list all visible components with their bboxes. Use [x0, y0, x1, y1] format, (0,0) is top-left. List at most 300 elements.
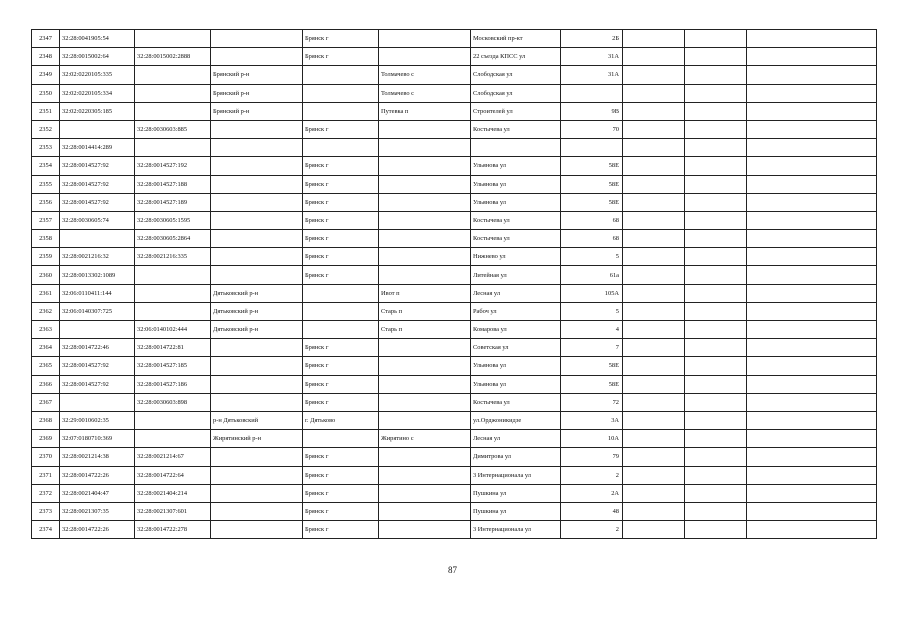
city-cell: [303, 139, 379, 157]
district-cell: [211, 357, 303, 375]
extra-cell-3: [747, 120, 877, 138]
house-number-cell: 9В: [561, 102, 623, 120]
extra-cell-2: [685, 321, 747, 339]
parent-cadastral-cell: [135, 66, 211, 84]
house-number-cell: 3А: [561, 411, 623, 429]
parent-cadastral-cell: 32:28:0021307:601: [135, 502, 211, 520]
cadastral-number-cell: 32:28:0014722:26: [60, 521, 135, 539]
house-number-cell: 70: [561, 120, 623, 138]
extra-cell-3: [747, 302, 877, 320]
settlement-cell: [379, 484, 471, 502]
extra-cell-1: [623, 120, 685, 138]
city-cell: Брянск г: [303, 193, 379, 211]
cadastral-number-cell: 32:28:0014527:92: [60, 375, 135, 393]
street-cell: Лесная ул: [471, 284, 561, 302]
city-cell: Брянск г: [303, 248, 379, 266]
extra-cell-1: [623, 430, 685, 448]
extra-cell-2: [685, 175, 747, 193]
street-cell: Ульянова ул: [471, 175, 561, 193]
extra-cell-1: [623, 30, 685, 48]
settlement-cell: [379, 248, 471, 266]
parent-cadastral-cell: [135, 84, 211, 102]
district-cell: [211, 30, 303, 48]
settlement-cell: Путевка п: [379, 102, 471, 120]
street-cell: Ульянова ул: [471, 357, 561, 375]
row-number-cell: 2349: [32, 66, 60, 84]
street-cell: Слободская ул: [471, 66, 561, 84]
house-number-cell: 10А: [561, 430, 623, 448]
extra-cell-1: [623, 302, 685, 320]
extra-cell-2: [685, 248, 747, 266]
settlement-cell: [379, 393, 471, 411]
parent-cadastral-cell: 32:28:0030603:898: [135, 393, 211, 411]
extra-cell-2: [685, 466, 747, 484]
cadastral-number-cell: 32:28:0021216:32: [60, 248, 135, 266]
house-number-cell: 105А: [561, 284, 623, 302]
cadastral-number-cell: 32:02:0220105:334: [60, 84, 135, 102]
parent-cadastral-cell: [135, 284, 211, 302]
city-cell: г. Дятьково: [303, 411, 379, 429]
street-cell: Комарова ул: [471, 321, 561, 339]
house-number-cell: 48: [561, 502, 623, 520]
settlement-cell: [379, 411, 471, 429]
parent-cadastral-cell: [135, 411, 211, 429]
extra-cell-2: [685, 502, 747, 520]
table-row: [32, 266, 877, 284]
street-cell: Ульянова ул: [471, 157, 561, 175]
extra-cell-2: [685, 48, 747, 66]
property-register-table: [31, 29, 877, 539]
extra-cell-2: [685, 411, 747, 429]
street-cell: ул.Орджоникидзе: [471, 411, 561, 429]
house-number-cell: 58Е: [561, 157, 623, 175]
cadastral-number-cell: 32:28:0041905:54: [60, 30, 135, 48]
house-number-cell: 58Е: [561, 357, 623, 375]
district-cell: [211, 448, 303, 466]
settlement-cell: Жирятино с: [379, 430, 471, 448]
city-cell: Брянск г: [303, 120, 379, 138]
row-number-cell: 2361: [32, 284, 60, 302]
row-number-cell: 2368: [32, 411, 60, 429]
parent-cadastral-cell: 32:28:0021214:67: [135, 448, 211, 466]
house-number-cell: 7: [561, 339, 623, 357]
extra-cell-1: [623, 175, 685, 193]
extra-cell-3: [747, 211, 877, 229]
cadastral-number-cell: 32:28:0021214:38: [60, 448, 135, 466]
parent-cadastral-cell: 32:28:0014722:81: [135, 339, 211, 357]
street-cell: 3 Интернационала ул: [471, 521, 561, 539]
district-cell: [211, 48, 303, 66]
street-cell: Литейная ул: [471, 266, 561, 284]
house-number-cell: 5: [561, 302, 623, 320]
row-number-cell: 2352: [32, 120, 60, 138]
cadastral-number-cell: 32:02:0220105:335: [60, 66, 135, 84]
extra-cell-1: [623, 157, 685, 175]
extra-cell-3: [747, 157, 877, 175]
house-number-cell: 61а: [561, 266, 623, 284]
city-cell: Брянск г: [303, 357, 379, 375]
row-number-cell: 2371: [32, 466, 60, 484]
table-row: [32, 302, 877, 320]
parent-cadastral-cell: [135, 139, 211, 157]
city-cell: Брянск г: [303, 339, 379, 357]
city-cell: Брянск г: [303, 521, 379, 539]
extra-cell-2: [685, 157, 747, 175]
table-row: [32, 157, 877, 175]
table-row: [32, 211, 877, 229]
settlement-cell: [379, 357, 471, 375]
extra-cell-1: [623, 411, 685, 429]
city-cell: Брянск г: [303, 502, 379, 520]
city-cell: Брянск г: [303, 484, 379, 502]
cadastral-number-cell: 32:28:0014527:92: [60, 193, 135, 211]
row-number-cell: 2364: [32, 339, 60, 357]
table-row: [32, 357, 877, 375]
cadastral-number-cell: 32:02:0220305:185: [60, 102, 135, 120]
cadastral-number-cell: 32:28:0014527:92: [60, 157, 135, 175]
street-cell: Строителей ул: [471, 102, 561, 120]
extra-cell-3: [747, 521, 877, 539]
cadastral-number-cell: 32:28:0013302:1089: [60, 266, 135, 284]
row-number-cell: 2353: [32, 139, 60, 157]
city-cell: Брянск г: [303, 30, 379, 48]
page-number: 87: [448, 565, 457, 575]
row-number-cell: 2369: [32, 430, 60, 448]
row-number-cell: 2367: [32, 393, 60, 411]
settlement-cell: [379, 193, 471, 211]
extra-cell-1: [623, 484, 685, 502]
house-number-cell: 58Е: [561, 175, 623, 193]
house-number-cell: [561, 84, 623, 102]
city-cell: [303, 66, 379, 84]
extra-cell-3: [747, 357, 877, 375]
settlement-cell: [379, 30, 471, 48]
settlement-cell: Ивот п: [379, 284, 471, 302]
cadastral-number-cell: 32:28:0014527:92: [60, 357, 135, 375]
row-number-cell: 2347: [32, 30, 60, 48]
row-number-cell: 2355: [32, 175, 60, 193]
parent-cadastral-cell: 32:28:0030605:2864: [135, 230, 211, 248]
city-cell: Брянск г: [303, 466, 379, 484]
house-number-cell: 58Е: [561, 375, 623, 393]
street-cell: Рабоч ул: [471, 302, 561, 320]
house-number-cell: 2А: [561, 484, 623, 502]
settlement-cell: Толмачево с: [379, 66, 471, 84]
extra-cell-2: [685, 521, 747, 539]
row-number-cell: 2359: [32, 248, 60, 266]
parent-cadastral-cell: 32:28:0014527:192: [135, 157, 211, 175]
street-cell: Слободская ул: [471, 84, 561, 102]
extra-cell-2: [685, 211, 747, 229]
parent-cadastral-cell: 32:28:0014722:278: [135, 521, 211, 539]
extra-cell-1: [623, 375, 685, 393]
settlement-cell: [379, 521, 471, 539]
extra-cell-3: [747, 248, 877, 266]
district-cell: Брянский р-н: [211, 102, 303, 120]
house-number-cell: 2: [561, 466, 623, 484]
cadastral-number-cell: 32:28:0014527:92: [60, 175, 135, 193]
extra-cell-1: [623, 393, 685, 411]
district-cell: р-н Дятьковский: [211, 411, 303, 429]
street-cell: [471, 139, 561, 157]
city-cell: [303, 302, 379, 320]
extra-cell-3: [747, 466, 877, 484]
extra-cell-1: [623, 521, 685, 539]
city-cell: [303, 284, 379, 302]
city-cell: Брянск г: [303, 375, 379, 393]
extra-cell-1: [623, 230, 685, 248]
extra-cell-1: [623, 466, 685, 484]
district-cell: Жирятинский р-н: [211, 430, 303, 448]
table-row: [32, 66, 877, 84]
extra-cell-3: [747, 139, 877, 157]
street-cell: Ульянова ул: [471, 193, 561, 211]
district-cell: [211, 157, 303, 175]
cadastral-number-cell: 32:28:0021404:47: [60, 484, 135, 502]
settlement-cell: [379, 339, 471, 357]
settlement-cell: Толмачево с: [379, 84, 471, 102]
district-cell: [211, 339, 303, 357]
parent-cadastral-cell: 32:28:0014527:185: [135, 357, 211, 375]
house-number-cell: 2Б: [561, 30, 623, 48]
house-number-cell: 68: [561, 211, 623, 229]
district-cell: [211, 521, 303, 539]
row-number-cell: 2357: [32, 211, 60, 229]
settlement-cell: Старь п: [379, 321, 471, 339]
table-row: [32, 248, 877, 266]
settlement-cell: [379, 266, 471, 284]
extra-cell-1: [623, 321, 685, 339]
extra-cell-3: [747, 430, 877, 448]
row-number-cell: 2348: [32, 48, 60, 66]
parent-cadastral-cell: [135, 266, 211, 284]
district-cell: Дятьковский р-н: [211, 284, 303, 302]
table-row: [32, 448, 877, 466]
settlement-cell: [379, 120, 471, 138]
table-row: [32, 120, 877, 138]
extra-cell-2: [685, 120, 747, 138]
extra-cell-2: [685, 302, 747, 320]
parent-cadastral-cell: 32:28:0014527:186: [135, 375, 211, 393]
settlement-cell: [379, 375, 471, 393]
extra-cell-2: [685, 84, 747, 102]
row-number-cell: 2365: [32, 357, 60, 375]
district-cell: [211, 248, 303, 266]
table-row: [32, 430, 877, 448]
extra-cell-3: [747, 484, 877, 502]
extra-cell-2: [685, 430, 747, 448]
district-cell: Брянский р-н: [211, 84, 303, 102]
parent-cadastral-cell: [135, 430, 211, 448]
settlement-cell: [379, 230, 471, 248]
district-cell: Дятьковский р-н: [211, 321, 303, 339]
parent-cadastral-cell: 32:06:0140102:444: [135, 321, 211, 339]
table-row: [32, 466, 877, 484]
table-row: [32, 139, 877, 157]
table-row: [32, 102, 877, 120]
district-cell: [211, 211, 303, 229]
city-cell: Брянск г: [303, 211, 379, 229]
table-row: [32, 284, 877, 302]
city-cell: Брянск г: [303, 448, 379, 466]
extra-cell-2: [685, 66, 747, 84]
city-cell: [303, 102, 379, 120]
extra-cell-1: [623, 284, 685, 302]
extra-cell-3: [747, 193, 877, 211]
city-cell: Брянск г: [303, 48, 379, 66]
extra-cell-2: [685, 266, 747, 284]
parent-cadastral-cell: 32:28:0014527:189: [135, 193, 211, 211]
extra-cell-3: [747, 284, 877, 302]
row-number-cell: 2362: [32, 302, 60, 320]
extra-cell-1: [623, 357, 685, 375]
house-number-cell: [561, 139, 623, 157]
extra-cell-2: [685, 30, 747, 48]
parent-cadastral-cell: [135, 102, 211, 120]
street-cell: Московский пр-кт: [471, 30, 561, 48]
parent-cadastral-cell: 32:28:0014722:64: [135, 466, 211, 484]
row-number-cell: 2354: [32, 157, 60, 175]
extra-cell-1: [623, 139, 685, 157]
row-number-cell: 2373: [32, 502, 60, 520]
street-cell: Лесная ул: [471, 430, 561, 448]
extra-cell-3: [747, 321, 877, 339]
row-number-cell: 2372: [32, 484, 60, 502]
extra-cell-3: [747, 230, 877, 248]
extra-cell-3: [747, 102, 877, 120]
cadastral-number-cell: 32:28:0014414:289: [60, 139, 135, 157]
cadastral-number-cell: 32:28:0015002:64: [60, 48, 135, 66]
table-row: [32, 502, 877, 520]
extra-cell-1: [623, 193, 685, 211]
table-row: [32, 339, 877, 357]
extra-cell-3: [747, 30, 877, 48]
parent-cadastral-cell: [135, 30, 211, 48]
parent-cadastral-cell: 32:28:0014527:188: [135, 175, 211, 193]
extra-cell-1: [623, 211, 685, 229]
extra-cell-2: [685, 193, 747, 211]
house-number-cell: 31А: [561, 48, 623, 66]
extra-cell-1: [623, 248, 685, 266]
city-cell: Брянск г: [303, 175, 379, 193]
house-number-cell: 2: [561, 521, 623, 539]
row-number-cell: 2350: [32, 84, 60, 102]
cadastral-number-cell: 32:28:0014722:46: [60, 339, 135, 357]
cadastral-number-cell: 32:06:0140307:725: [60, 302, 135, 320]
parent-cadastral-cell: [135, 302, 211, 320]
extra-cell-3: [747, 48, 877, 66]
table-row: [32, 30, 877, 48]
table-row: [32, 84, 877, 102]
parent-cadastral-cell: 32:28:0030605:1595: [135, 211, 211, 229]
street-cell: Костычева ул: [471, 211, 561, 229]
settlement-cell: [379, 502, 471, 520]
row-number-cell: 2358: [32, 230, 60, 248]
street-cell: Костычева ул: [471, 120, 561, 138]
street-cell: Димитрова ул: [471, 448, 561, 466]
extra-cell-3: [747, 393, 877, 411]
extra-cell-3: [747, 66, 877, 84]
street-cell: 3 Интернационала ул: [471, 466, 561, 484]
cadastral-number-cell: [60, 393, 135, 411]
extra-cell-3: [747, 375, 877, 393]
table-body: [32, 30, 877, 539]
district-cell: [211, 466, 303, 484]
table-row: [32, 375, 877, 393]
row-number-cell: 2360: [32, 266, 60, 284]
cadastral-number-cell: [60, 120, 135, 138]
cadastral-number-cell: 32:29:0010602:35: [60, 411, 135, 429]
district-cell: [211, 375, 303, 393]
table-row: [32, 48, 877, 66]
district-cell: Дятьковский р-н: [211, 302, 303, 320]
table-row: [32, 484, 877, 502]
district-cell: [211, 502, 303, 520]
extra-cell-2: [685, 393, 747, 411]
row-number-cell: 2363: [32, 321, 60, 339]
table-row: [32, 321, 877, 339]
extra-cell-1: [623, 448, 685, 466]
extra-cell-1: [623, 66, 685, 84]
extra-cell-2: [685, 139, 747, 157]
parent-cadastral-cell: 32:28:0021404:214: [135, 484, 211, 502]
parent-cadastral-cell: 32:28:0021216:335: [135, 248, 211, 266]
extra-cell-3: [747, 84, 877, 102]
extra-cell-2: [685, 102, 747, 120]
row-number-cell: 2370: [32, 448, 60, 466]
settlement-cell: Старь п: [379, 302, 471, 320]
city-cell: Брянск г: [303, 393, 379, 411]
register-table-container: [31, 29, 876, 539]
settlement-cell: [379, 157, 471, 175]
street-cell: Советская ул: [471, 339, 561, 357]
table-row: [32, 411, 877, 429]
cadastral-number-cell: 32:28:0021307:35: [60, 502, 135, 520]
city-cell: Брянск г: [303, 230, 379, 248]
row-number-cell: 2351: [32, 102, 60, 120]
city-cell: [303, 84, 379, 102]
city-cell: Брянск г: [303, 157, 379, 175]
extra-cell-1: [623, 102, 685, 120]
house-number-cell: 4: [561, 321, 623, 339]
cadastral-number-cell: 32:28:0030605:74: [60, 211, 135, 229]
settlement-cell: [379, 466, 471, 484]
house-number-cell: 79: [561, 448, 623, 466]
cadastral-number-cell: 32:07:0180710:369: [60, 430, 135, 448]
district-cell: [211, 230, 303, 248]
table-row: [32, 193, 877, 211]
district-cell: [211, 175, 303, 193]
settlement-cell: [379, 48, 471, 66]
extra-cell-3: [747, 448, 877, 466]
extra-cell-1: [623, 339, 685, 357]
house-number-cell: 5: [561, 248, 623, 266]
row-number-cell: 2366: [32, 375, 60, 393]
house-number-cell: 31А: [561, 66, 623, 84]
street-cell: Пушкина ул: [471, 484, 561, 502]
extra-cell-2: [685, 375, 747, 393]
settlement-cell: [379, 448, 471, 466]
street-cell: Нижнево ул: [471, 248, 561, 266]
street-cell: Костычева ул: [471, 230, 561, 248]
house-number-cell: 72: [561, 393, 623, 411]
extra-cell-2: [685, 339, 747, 357]
extra-cell-3: [747, 266, 877, 284]
city-cell: [303, 321, 379, 339]
district-cell: [211, 484, 303, 502]
cadastral-number-cell: [60, 230, 135, 248]
house-number-cell: 68: [561, 230, 623, 248]
